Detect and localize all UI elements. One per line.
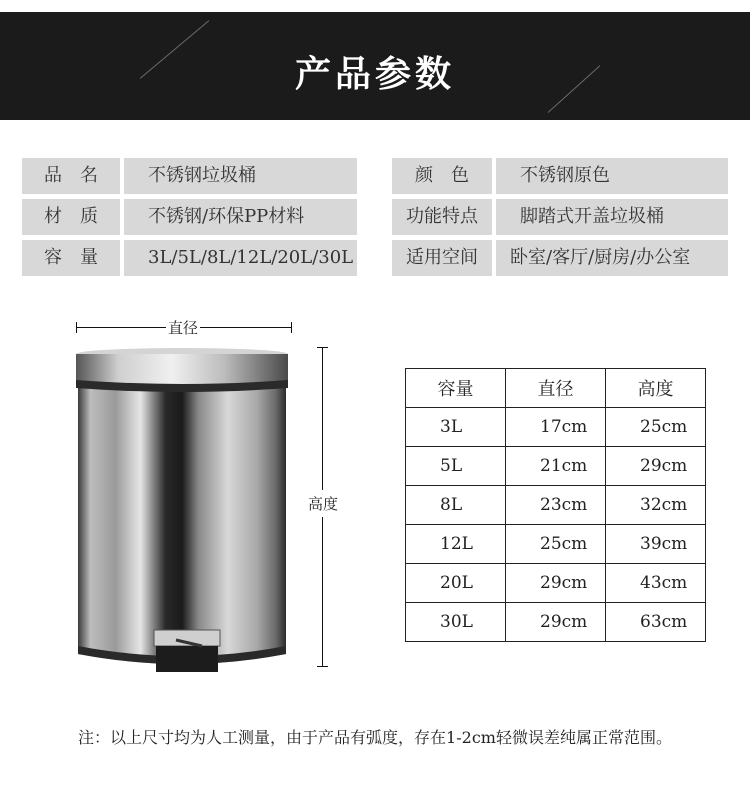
spec-label: 适用空间 (392, 240, 492, 276)
trash-can-image (72, 346, 292, 676)
spec-value: 3L/5L/8L/12L/20L/30L (124, 240, 357, 276)
table-cell-height: 32cm (606, 486, 706, 525)
spec-label: 品 名 (22, 158, 120, 194)
foot-pedal (154, 630, 220, 672)
table-cell-capacity: 3L (406, 408, 506, 447)
table-row (406, 486, 706, 525)
table-cell-diameter: 17cm (506, 408, 606, 447)
table-row (406, 408, 706, 447)
can-body (78, 386, 286, 664)
title-banner (0, 12, 750, 120)
table-cell-capacity: 5L (406, 447, 506, 486)
table-header-height: 高度 (606, 369, 706, 408)
table-cell-diameter: 25cm (506, 525, 606, 564)
spec-label: 材 质 (22, 199, 120, 235)
table-header-capacity: 容量 (406, 369, 506, 408)
spec-value: 不锈钢/环保PP材料 (124, 199, 357, 235)
height-dimension-tick (317, 347, 328, 348)
can-lid (76, 348, 288, 392)
spec-label: 功能特点 (392, 199, 492, 235)
table-cell-capacity: 30L (406, 603, 506, 642)
spec-value: 卧室/客厅/厨房/办公室 (496, 240, 728, 276)
table-cell-height: 29cm (606, 447, 706, 486)
spec-value: 不锈钢原色 (496, 158, 728, 194)
table-cell-capacity: 20L (406, 564, 506, 603)
spec-label: 颜 色 (392, 158, 492, 194)
table-cell-height: 39cm (606, 525, 706, 564)
table-row (406, 525, 706, 564)
width-label: 直径 (168, 319, 199, 337)
measurement-note: 注：以上尺寸均为人工测量，由于产品有弧度，存在1-2cm轻微误差纯属正常范围。 (78, 728, 672, 747)
table-cell-diameter: 21cm (506, 447, 606, 486)
table-cell-height: 43cm (606, 564, 706, 603)
table-header-diameter: 直径 (506, 369, 606, 408)
table-row (406, 564, 706, 603)
table-cell-capacity: 8L (406, 486, 506, 525)
spec-value: 脚踏式开盖垃圾桶 (496, 199, 728, 235)
width-dimension-tick (291, 322, 292, 333)
height-label: 高度 (306, 490, 340, 517)
table-cell-diameter: 29cm (506, 564, 606, 603)
width-dimension-tick (76, 322, 77, 333)
table-cell-height: 63cm (606, 603, 706, 642)
spec-value: 不锈钢垃圾桶 (124, 158, 357, 194)
table-header-row (406, 369, 706, 408)
page-title: 产品参数 (294, 54, 455, 95)
table-cell-diameter: 23cm (506, 486, 606, 525)
table-cell-diameter: 29cm (506, 603, 606, 642)
height-dimension-tick (317, 666, 328, 667)
spec-label: 容 量 (22, 240, 120, 276)
table-cell-height: 25cm (606, 408, 706, 447)
table-row (406, 603, 706, 642)
table-row (406, 447, 706, 486)
table-cell-capacity: 12L (406, 525, 506, 564)
size-table (405, 368, 706, 642)
